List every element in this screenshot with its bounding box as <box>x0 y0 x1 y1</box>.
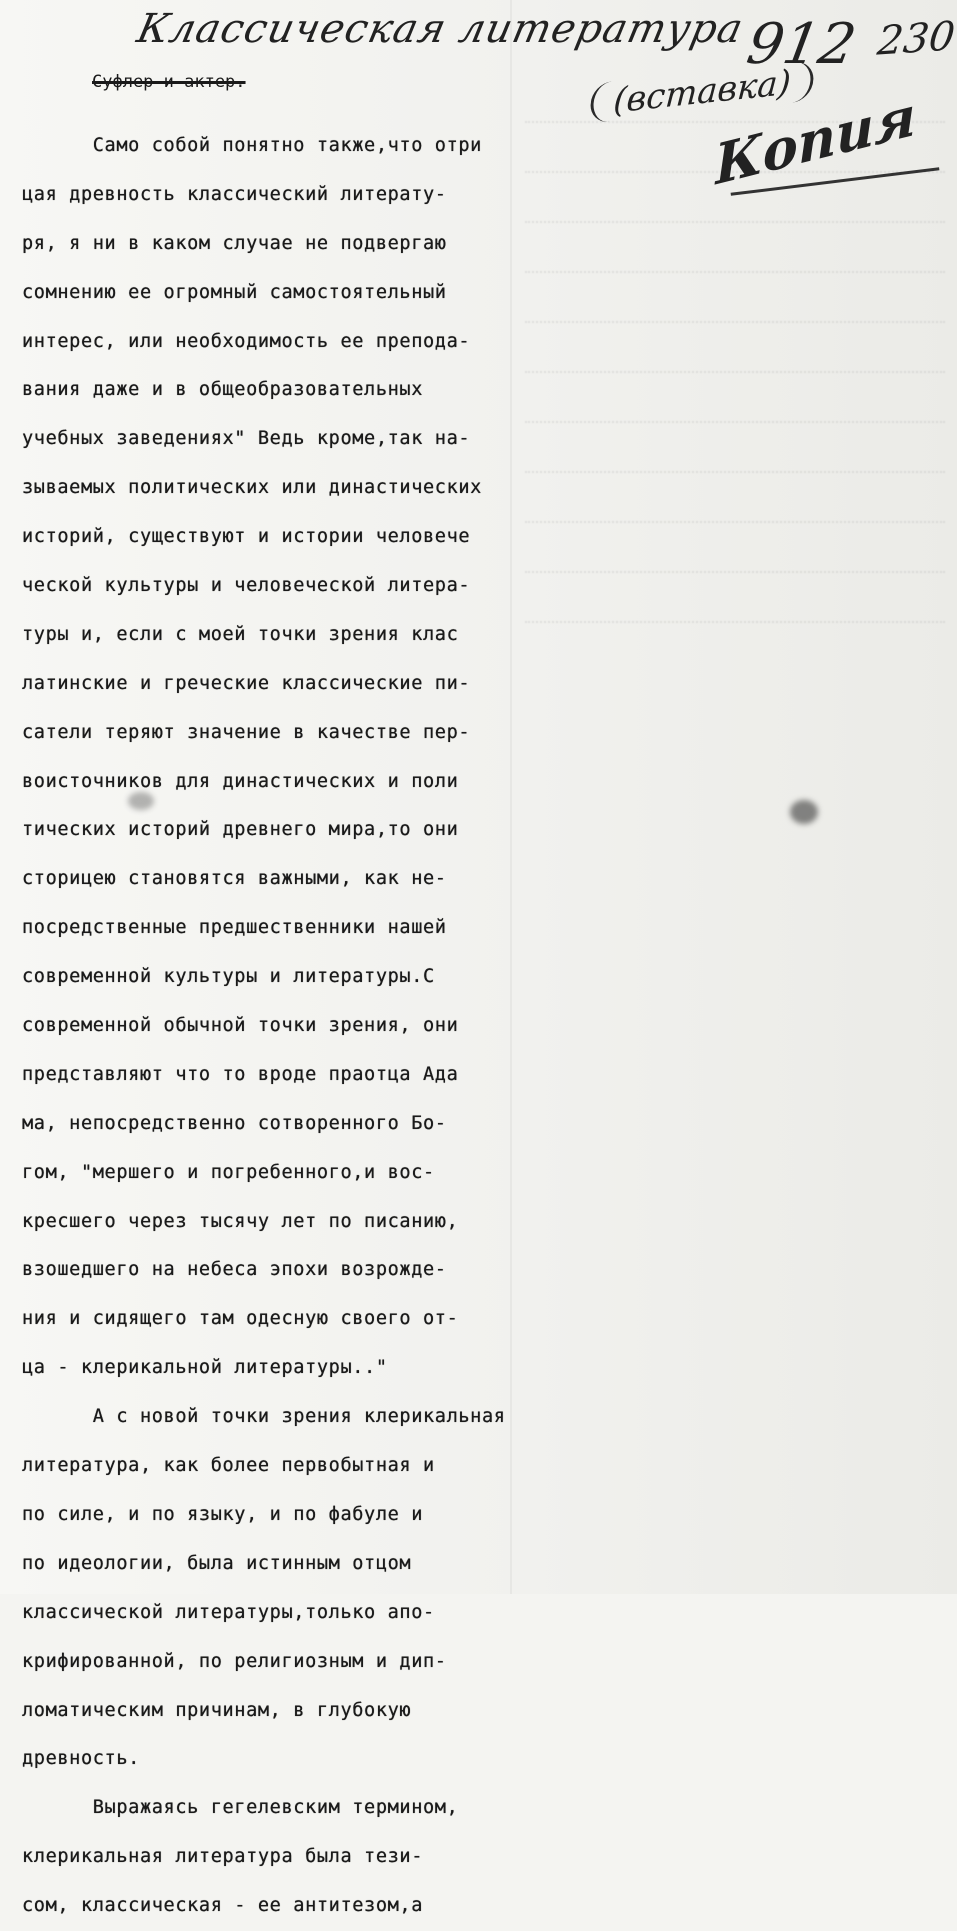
text-line: латинские и греческие классические пи- <box>22 672 471 694</box>
text-line: историй, существуют и истории человече <box>22 526 471 548</box>
text-line: клерикальная литература была тези- <box>22 1846 424 1868</box>
text-line: древность. <box>22 1748 140 1770</box>
text-line: А с новой точки зрения клерикальная <box>22 1406 506 1428</box>
text-line: цая древность классический литерату- <box>22 183 447 205</box>
handwritten-copy-mark: Копия <box>713 82 917 198</box>
text-line: кресшего через тысячу лет по писанию, <box>22 1210 459 1232</box>
text-line: тических историй древнего мира,то они <box>22 819 459 841</box>
text-line: гом, "мершего и погребенного,и вос- <box>22 1161 435 1183</box>
text-line: сомнению ее огромный самостоятельный <box>22 281 447 303</box>
text-line: ря, я ни в каком случае не подвергаю <box>22 232 447 254</box>
text-line: крифированной, по религиозным и дип- <box>22 1650 447 1672</box>
ink-smudge <box>128 792 154 810</box>
text-line: взошедшего на небеса эпохи возрожде- <box>22 1259 447 1281</box>
text-line: по силе, и по языку, и по фабуле и <box>22 1503 424 1525</box>
text-line: классической литературы,только апо- <box>22 1601 435 1623</box>
text-line: ломатическим причинам, в глубокую <box>22 1699 412 1721</box>
text-line: зываемых политических или династических <box>22 477 482 499</box>
text-line: представляют что то вроде праотца Ада <box>22 1063 459 1085</box>
text-line: вания даже и в общеобразовательных <box>22 379 424 401</box>
text-line: сатели теряют значение в качестве пер- <box>22 721 471 743</box>
ink-smudge <box>790 800 818 824</box>
text-line: современной обычной точки зрения, они <box>22 1015 459 1037</box>
text-line: интерес, или необходимость ее препода- <box>22 330 471 352</box>
text-line: сторицею становятся важными, как не- <box>22 868 447 890</box>
text-line: ца - клерикальной литературы.." <box>22 1357 388 1379</box>
handwritten-insert-note: (вставка) <box>589 60 815 124</box>
typed-body-text <box>22 122 522 1931</box>
text-line: по идеологии, была истинным отцом <box>22 1552 412 1574</box>
text-line: учебных заведениях" Ведь кроме,так на- <box>22 428 471 450</box>
text-line: ческой культуры и человеческой литера- <box>22 575 471 597</box>
handwritten-title: Классическая литература <box>133 6 748 52</box>
text-line: посредственные предшественники нашей <box>22 917 447 939</box>
text-line: воисточников для династических и поли <box>22 770 459 792</box>
text-line: сом, классическая - ее антитезом,а <box>22 1895 424 1917</box>
text-line: Само собой понятно также,что отри <box>22 135 482 156</box>
handwritten-number: 912 <box>742 12 861 77</box>
handwritten-page-number: 230 <box>875 13 957 65</box>
text-line: ния и сидящего там одесную своего от- <box>22 1308 459 1330</box>
text-line: Выражаясь гегелевским термином, <box>22 1797 459 1819</box>
text-line: современной культуры и литературы.С <box>22 966 435 988</box>
text-line: туры и, если с моей точки зрения клас <box>22 623 459 645</box>
struck-subtitle: Суфлер и актер. <box>92 72 246 92</box>
text-line: литература, как более первобытная и <box>22 1455 435 1477</box>
text-line: ма, непосредственно сотворенного Бо- <box>22 1112 447 1134</box>
